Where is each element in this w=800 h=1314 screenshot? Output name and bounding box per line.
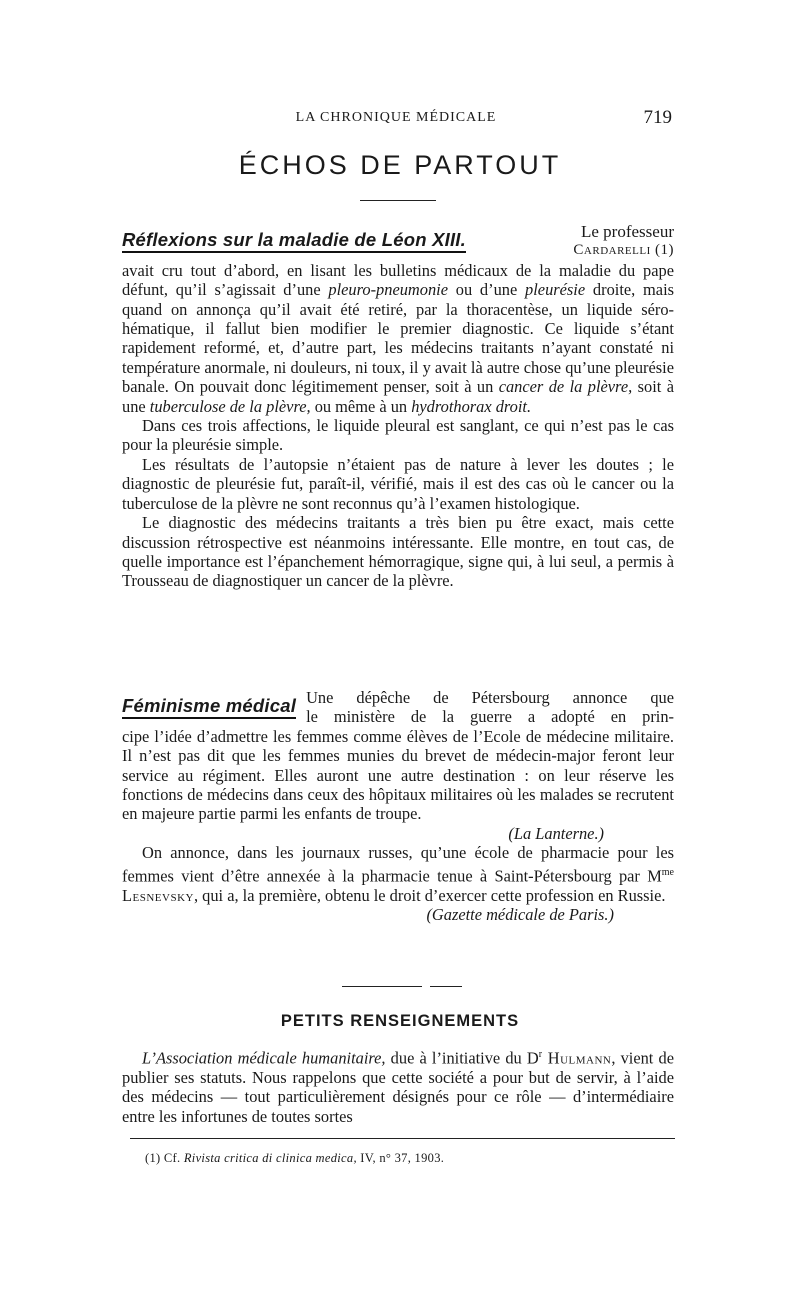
section-title: PETITS RENSEIGNEMENTS (280, 1012, 520, 1030)
text: , qui a, la première, obtenu le droit d’exercer cette profession en Russie. (193, 885, 666, 905)
text: , vient de publier ses statuts. Nous rappelons que cette société a pour but de servir, à l’aide des médecins — tout particulièrement désignés pour ce rôle — d’intermédiaire entre les infortunes de toutes sortes (122, 1048, 674, 1126)
paragraph: cipe l’idée d’admettre les femmes comme élèves de l’Ecole de médecine militaire. Il n’est pas dit que les femmes munies du brevet de médecin-major feront leur service au régiment. Elles auront une autre destination : on leur réserve les fonctions de médecins dans ceux des hôpitaux militaires où les malades se recrutent en majeure partie parmi les enfants de troupe. (122, 726, 674, 824)
paragraph: Dans ces trois affections, le liquide pleural est sanglant, ce qui n’est pas le cas pour la pleurésie simple. (122, 416, 674, 455)
section-renseignements (122, 1045, 674, 1126)
text-italic: pleurésie (525, 280, 586, 300)
section-heading-row (122, 688, 674, 727)
page-title: ÉCHOS DE PARTOUT (238, 150, 562, 180)
heading-text: Réflexions sur la maladie de Léon XIII. (122, 229, 466, 250)
heading-underline (122, 717, 296, 719)
person-name: Lesnevsky (122, 885, 194, 905)
section-heading-row (122, 222, 674, 261)
text: soit à une (122, 377, 674, 416)
side-line-2: Cardarelli (1) (573, 242, 674, 259)
footnote-rule (130, 1138, 675, 1139)
heading-underline (122, 251, 466, 253)
text: ou d’une (447, 280, 526, 300)
text: avait cru tout d’abord, en lisant les bulletins médicaux de la maladie du pape défunt, qu’il s’agissait d’une (122, 260, 674, 300)
source-citation: (La Lanterne.) (508, 823, 604, 843)
section-divider (430, 986, 462, 987)
title-divider (360, 200, 436, 201)
section-feminisme (122, 688, 674, 924)
footnote-journal: Rivista critica di clinica medica, (183, 1151, 357, 1165)
footnote-marker: (1) Cf. (145, 1151, 184, 1165)
section-divider (342, 986, 422, 987)
heading-text: Féminisme médical (122, 695, 297, 716)
text-italic: L’Association médicale humanitaire, (142, 1048, 386, 1068)
paragraph: Le diagnostic des médecins traitants a très bien pu être exact, mais cette discussion rétrospective est néanmoins intéressante. Elle montre, en tout cas, de quelle importance est l’épanchement hémorragique, signe qui, à lui seul, a permis à Trousseau de diagnostiquer un cancer de la plèvre. (122, 513, 674, 591)
footnote (145, 1151, 444, 1166)
footnote-text: IV, n° 37, 1903. (356, 1151, 445, 1165)
running-head (120, 107, 672, 132)
journal-title: LA CHRONIQUE MÉDICALE (295, 110, 497, 125)
superscript: me (661, 866, 674, 878)
text-italic: hydrothorax droit. (411, 396, 532, 416)
text: due à l’initiative du D (385, 1048, 539, 1068)
text: ou même à un (310, 396, 412, 416)
section-heading (122, 688, 296, 719)
paragraph (122, 261, 674, 416)
text-italic: cancer de la plèvre, (498, 377, 633, 397)
source-citation: (Gazette médicale de Paris.) (426, 904, 614, 924)
paragraph (122, 1045, 674, 1126)
text: On annonce, dans les journaux russes, qu’une école de pharmacie pour les femmes vient d’être annexée à la pharmacie tenue à Saint-Pétersbourg par M (122, 843, 674, 886)
paragraph (122, 843, 674, 905)
person-name: Hulmann (542, 1048, 612, 1068)
heading-side-text (466, 222, 674, 261)
side-line-2: le ministère de la guerre a adopté en prin- (306, 707, 674, 727)
section-reflexions (122, 222, 674, 591)
text: droite, mais quand on annonça qu’il avait été retiré, par la thoracentèse, un liquide séro-hématique, il fallut bien modifier le premier diagnostic. Ce liquide s’étant rapidement reformé, et, d’autre part, les médecins traitants n’ayant constaté ni température anormale, ni douleurs, ni toux, il y avait là autre chose qu’une pleurésie banale. On pouvait donc légitimement penser, soit à un (122, 280, 675, 397)
text-italic: tuberculose de la plèvre, (149, 396, 311, 416)
page-number: 719 (643, 107, 672, 128)
side-line-1: Le professeur (581, 222, 674, 241)
heading-side-text (296, 688, 674, 727)
superscript: r (538, 1049, 543, 1060)
side-line-1: Une dépêche de Pétersbourg annonce que (306, 688, 674, 707)
section-heading (122, 222, 466, 253)
paragraph: Les résultats de l’autopsie n’étaient pas de nature à lever les doutes ; le diagnostic de pleurésie fut, paraît-il, vérifié, mais il est des cas où le cancer ou la tuberculose de la plèvre ne sont reconnus qu’à l’examen histologique. (122, 454, 674, 513)
text-italic: pleuro-pneumonie (328, 280, 448, 300)
